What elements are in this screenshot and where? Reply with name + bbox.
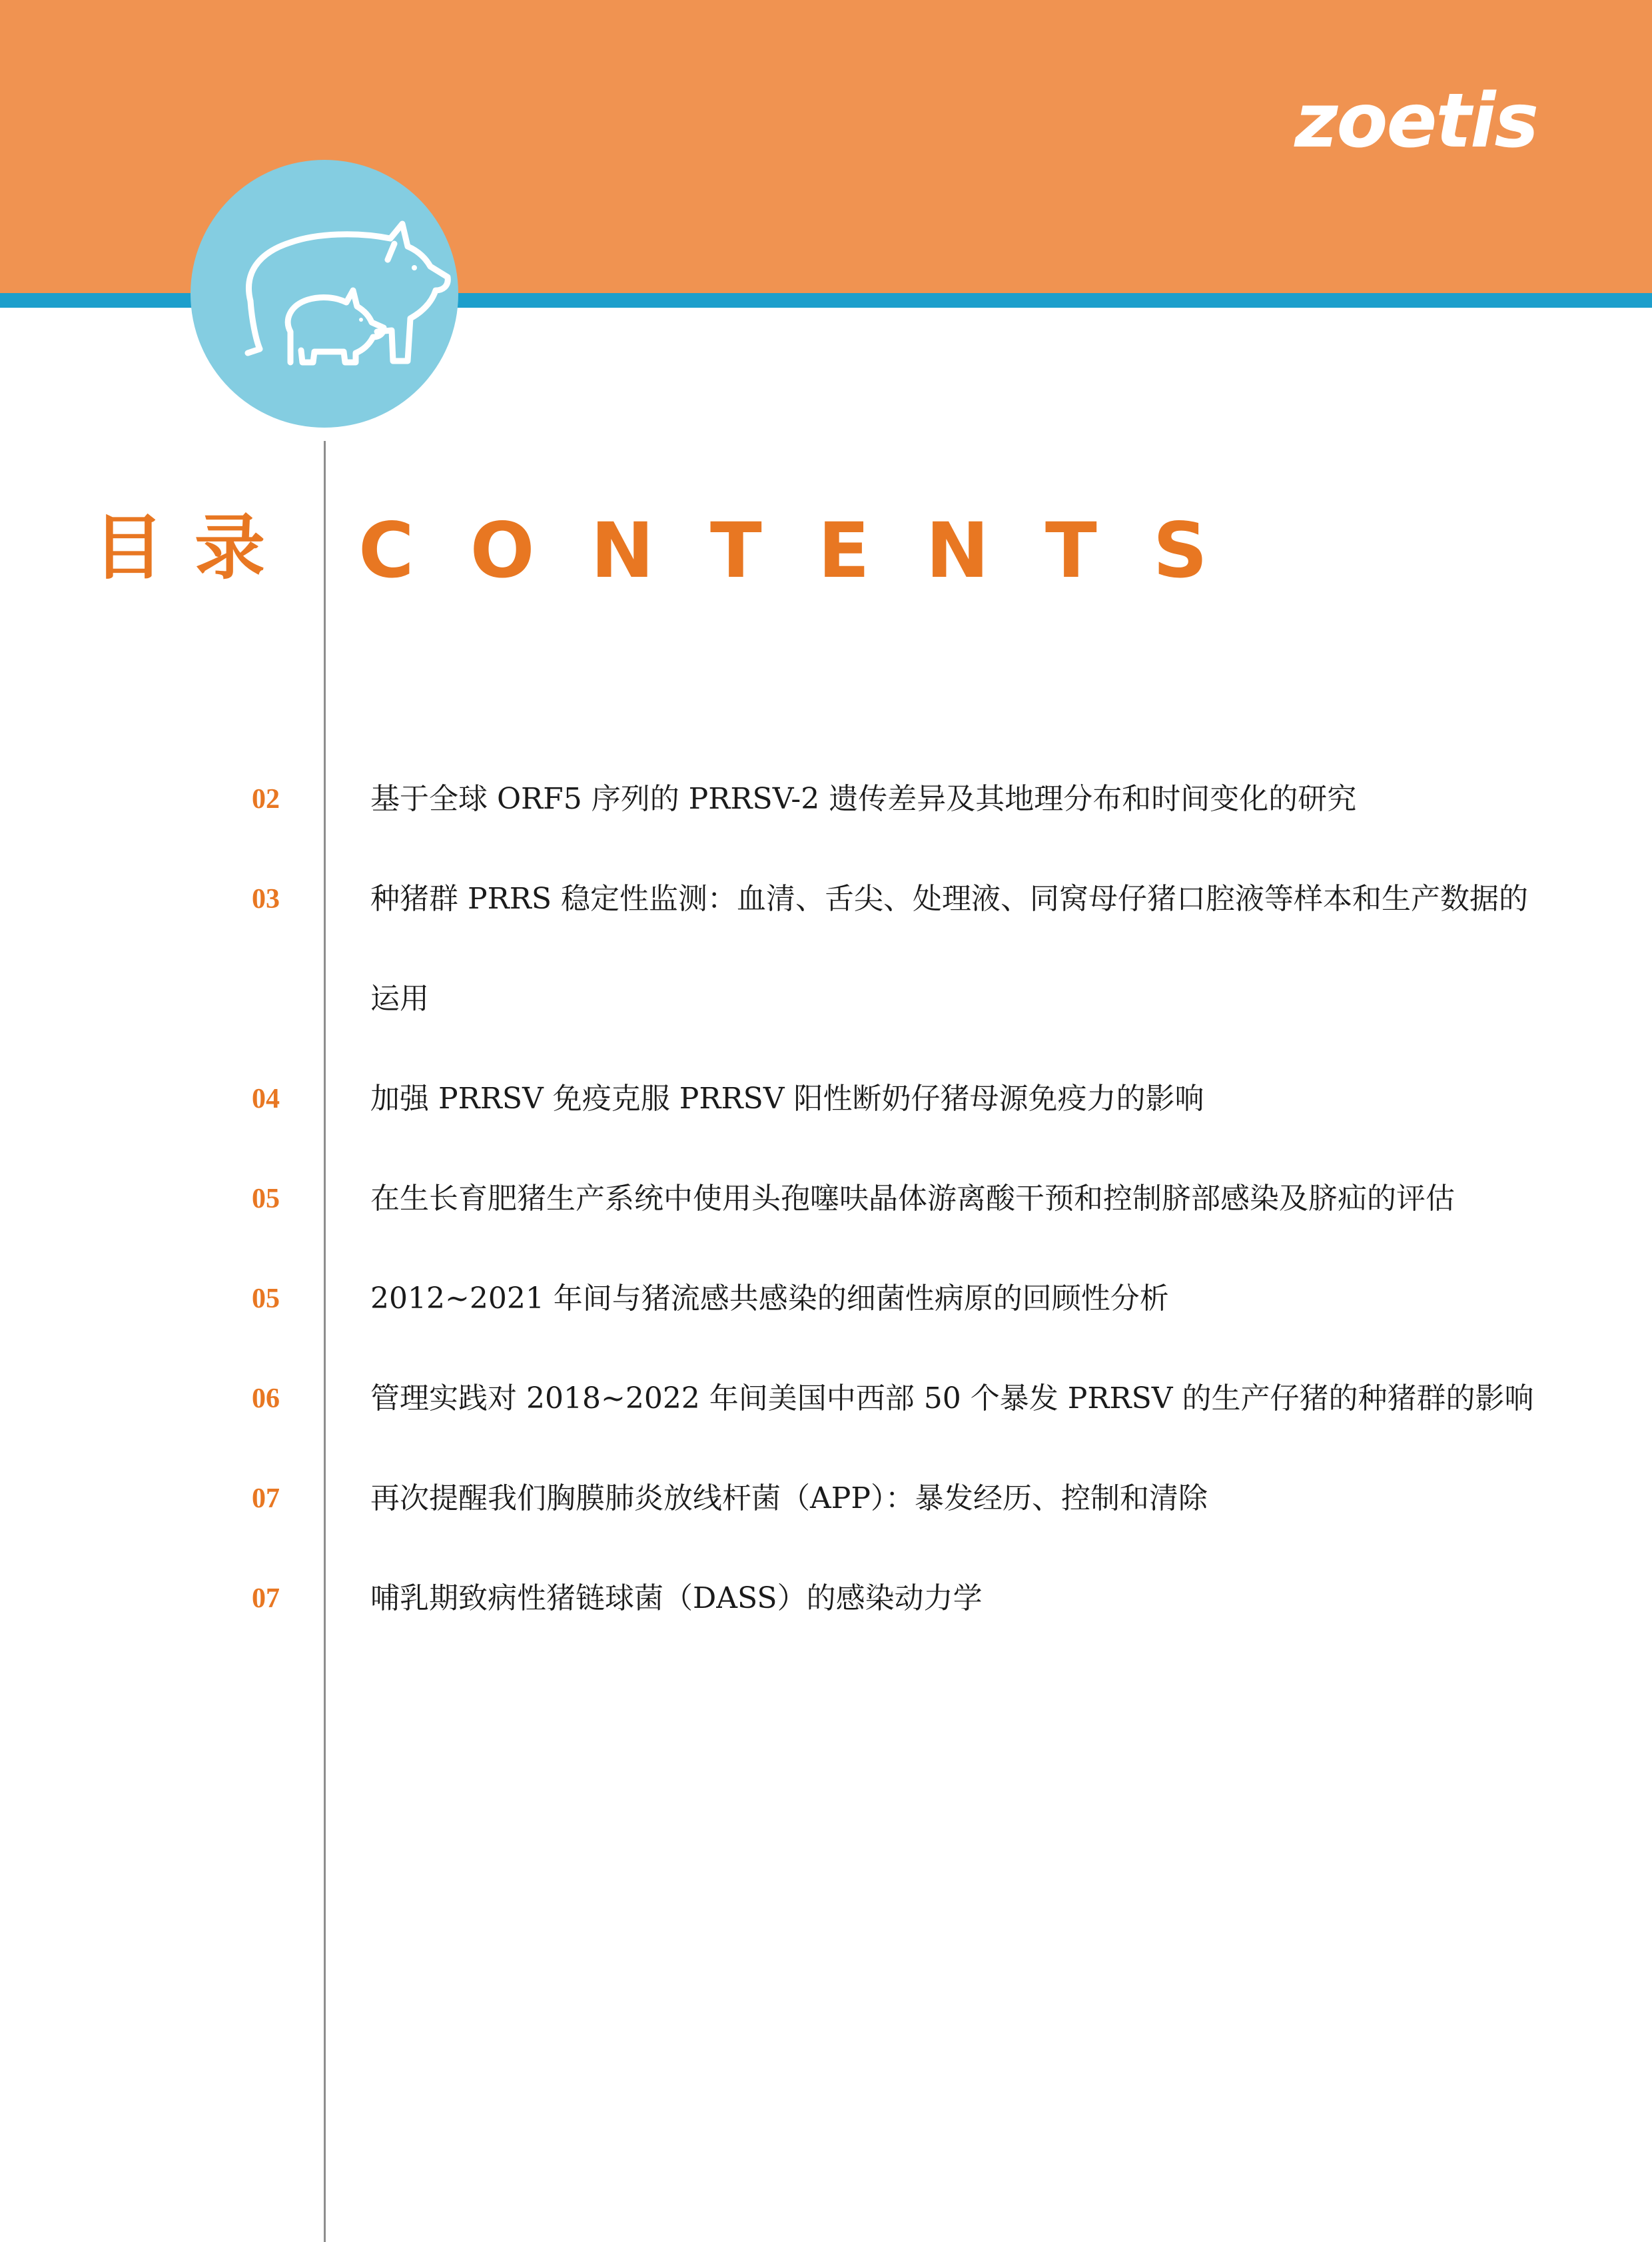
toc-title: 加强 PRRSV 免疫克服 PRRSV 阳性断奶仔猪母源免疫力的影响 xyxy=(370,1082,1204,1116)
toc-page-number: 04 xyxy=(252,1084,280,1114)
toc-page-number: 05 xyxy=(252,1284,280,1314)
toc-page-number: 07 xyxy=(252,1483,280,1514)
toc-title: 哺乳期致病性猪链球菌（DASS）的感染动力学 xyxy=(370,1581,983,1615)
title-en: CONTENTS xyxy=(358,506,1264,595)
pig-and-piglet-icon xyxy=(191,160,458,428)
toc-title: 再次提醒我们胸膜肺炎放线杆菌（APP）：暴发经历、控制和清除 xyxy=(370,1481,1208,1515)
toc-page-number: 05 xyxy=(252,1184,280,1214)
toc-item[interactable] xyxy=(0,773,1652,826)
toc-page-number: 07 xyxy=(252,1583,280,1614)
toc-page-number: 03 xyxy=(252,884,280,915)
toc-item[interactable] xyxy=(0,1572,1652,1625)
toc-item[interactable] xyxy=(0,1172,1652,1226)
toc-item[interactable] xyxy=(0,873,1652,1016)
zoetis-logo: zoetis xyxy=(1294,78,1537,165)
toc-title: 基于全球 ORF5 序列的 PRRSV-2 遗传差异及其地理分布和时间变化的研究 xyxy=(370,782,1357,816)
toc-item[interactable] xyxy=(0,1372,1652,1425)
badge xyxy=(191,160,458,428)
toc-page-number: 06 xyxy=(252,1383,280,1414)
toc-title: 在生长育肥猪生产系统中使用头孢噻呋晶体游离酸干预和控制脐部感染及脐疝的评估 xyxy=(370,1182,1455,1216)
toc-title: 种猪群 PRRS 稳定性监测：血清、舌尖、处理液、同窝母仔猪口腔液等样本和生产数据的运用 xyxy=(370,882,1528,1016)
vertical-divider xyxy=(324,441,326,2242)
toc-item[interactable] xyxy=(0,1272,1652,1325)
toc-page-number: 02 xyxy=(252,784,280,815)
toc-title: 2012~2021 年间与猪流感共感染的细菌性病原的回顾性分析 xyxy=(370,1282,1169,1315)
toc-item[interactable] xyxy=(0,1072,1652,1126)
title-cn: 目录 xyxy=(93,507,296,589)
toc-item[interactable] xyxy=(0,1472,1652,1525)
toc-title: 管理实践对 2018~2022 年间美国中西部 50 个暴发 PRRSV 的生产仔猪的种猪群的影响 xyxy=(370,1381,1534,1415)
